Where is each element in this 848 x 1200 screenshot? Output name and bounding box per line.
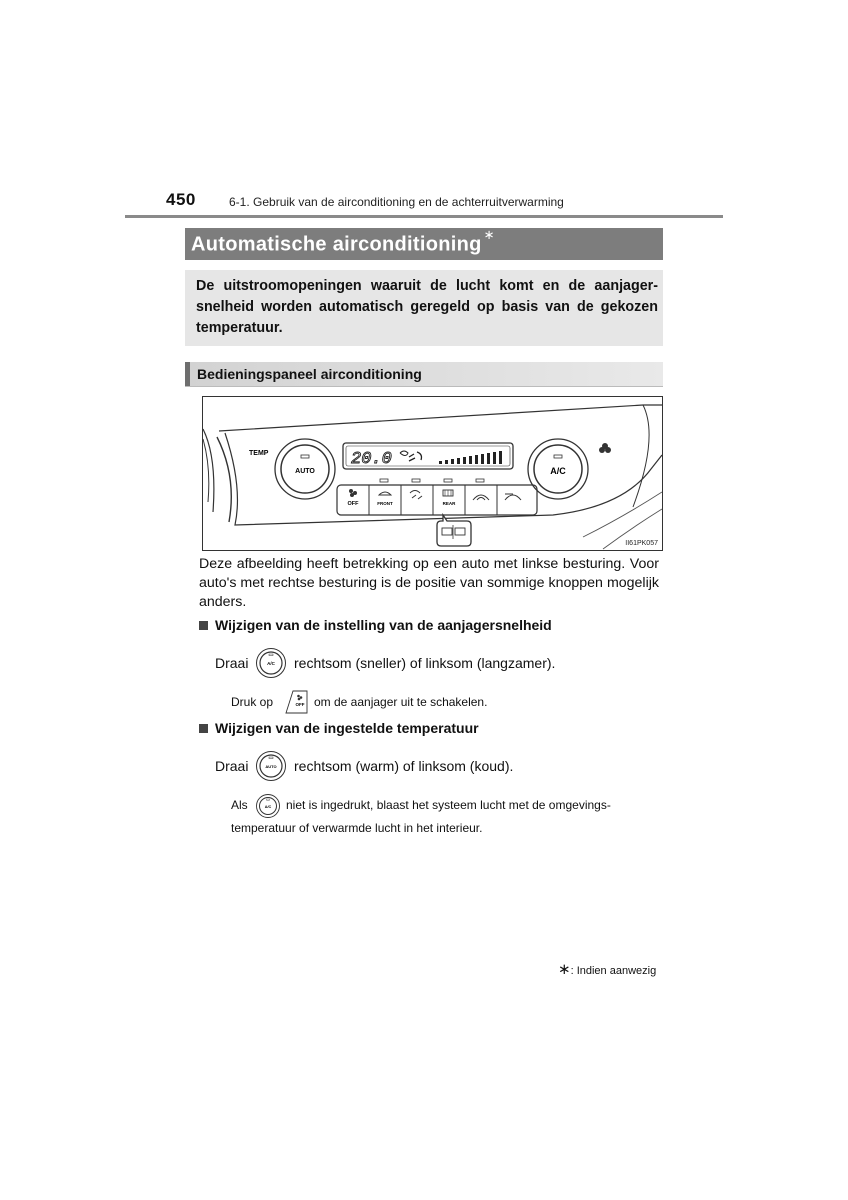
- fan-off-button-icon: [283, 689, 309, 715]
- fan-speed-heading: [199, 617, 552, 633]
- display-panel: [343, 443, 513, 469]
- rear-button-label: REAR: [442, 501, 456, 506]
- bullet-square-icon: [199, 724, 208, 733]
- temperature-heading: [199, 720, 479, 736]
- footnote-text: : Indien aanwezig: [570, 965, 657, 977]
- auto-knob-icon: [255, 750, 287, 782]
- fan-note-suffix: om de aanjager uit te schakelen.: [314, 695, 488, 709]
- temp-note-prefix: Als: [231, 798, 248, 812]
- figure-caption-paragraph: Deze afbeelding heeft betrekking op een auto met linkse besturing. Voor auto's met rechtse besturing is de positie van sommige knoppen mogelijk anders.: [199, 556, 659, 610]
- airflow-mode-button: [410, 491, 422, 500]
- temp-label: TEMP: [249, 450, 269, 457]
- fan-draai-text: Draai: [215, 655, 249, 671]
- ac-knob-label: A/C: [550, 466, 566, 476]
- intro-text: De uitstroomopeningen waaruit de lucht komt en de aanjager-snelheid worden automatisch geregeld op basis van de gekozen temperatuur.: [196, 278, 658, 336]
- fan-off-button: [348, 489, 360, 507]
- front-button-label: FRONT: [377, 501, 393, 506]
- recirculation-button: [473, 495, 489, 500]
- fan-icon: [599, 443, 611, 453]
- indicator-lights: [380, 479, 484, 482]
- temp-note-line-1: niet is ingedrukt, blaast het systeem lucht met de omgevings-: [286, 798, 611, 812]
- ac-knob-icon-label: A/C: [267, 661, 275, 666]
- subsection-accent: [185, 362, 190, 386]
- ac-knob-icon: [255, 647, 287, 679]
- control-panel-drawing: [203, 397, 662, 550]
- rear-defrost-callout: [437, 515, 471, 546]
- footnote-mark: ∗: [558, 961, 571, 978]
- figure-code: II61PK057: [625, 540, 658, 547]
- temp-draai-text: Draai: [215, 758, 249, 774]
- button-row: [337, 485, 537, 515]
- footnote: [558, 960, 656, 978]
- off-button-label: OFF: [347, 501, 359, 507]
- header-rule: [125, 215, 723, 218]
- fan-instruction: rechtsom (sneller) of linksom (langzamer).: [294, 655, 556, 671]
- section-title: [191, 227, 495, 257]
- ac-button-icon: [255, 793, 281, 819]
- section-title-mark: ∗: [483, 227, 495, 242]
- auto-knob-label: AUTO: [295, 468, 315, 475]
- auto-knob: [275, 439, 335, 499]
- section-title-text: Automatische airconditioning: [191, 233, 482, 256]
- fan-speed-heading-text: Wijzigen van de instelling van de aanjagersnelheid: [215, 617, 552, 633]
- ac-button-icon-label: A/C: [264, 805, 272, 809]
- fan-off-icon-label: OFF: [295, 702, 305, 707]
- bullet-square-icon: [199, 621, 208, 630]
- fresh-air-button: [505, 494, 521, 500]
- subsection-title: Bedieningspaneel airconditioning: [197, 366, 422, 382]
- running-title: 6-1. Gebruik van de airconditioning en de achterruitverwarming: [229, 195, 564, 209]
- auto-knob-icon-label: AUTO: [265, 764, 277, 769]
- page-number: 450: [166, 190, 196, 209]
- display-temp: 20.0: [351, 450, 392, 469]
- temp-note-line-2: temperatuur of verwarmde lucht in het interieur.: [231, 821, 483, 835]
- front-defrost-button: [377, 492, 393, 506]
- control-panel-figure: [202, 396, 663, 551]
- fan-note-prefix: Druk op: [231, 695, 274, 709]
- rear-defrost-button: [443, 490, 457, 506]
- temp-instruction: rechtsom (warm) of linksom (koud).: [294, 758, 514, 774]
- temperature-heading-text: Wijzigen van de ingestelde temperatuur: [215, 720, 479, 736]
